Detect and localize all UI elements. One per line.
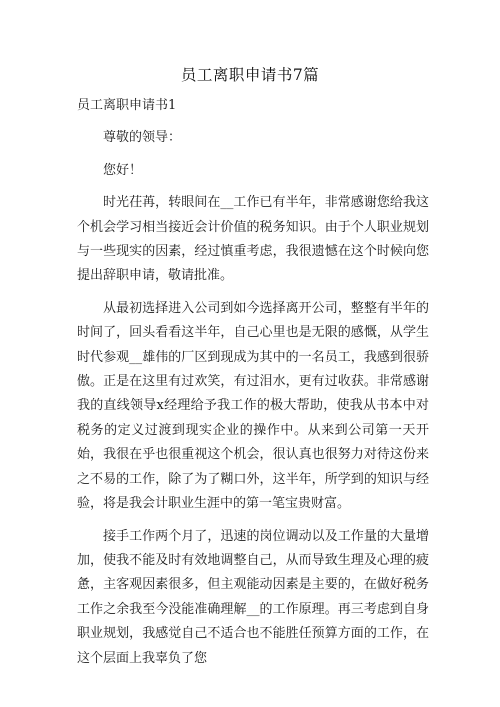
body-paragraph-3: 接手工作两个月了，迅速的岗位调动以及工作量的大量增加，使我不能及时有效地调整自己，从而导致生理及心理的疲惫，主客观因素很多，但主观能动因素是主要的，在做好税务工作之余我至今没能准确理解__的工作原理。再三考虑到自身职业规划，我感觉自己不适合也不能胜任预算方面的工作，在这个层面上我辜负了您	[77, 528, 429, 666]
body-paragraph-2: 从最初选择进入公司到如今选择离开公司，整整有半年的时间了，回头看看这半年，自己心里也是无限的感慨，从学生时代参观__雄伟的厂区到现成为其中的一名员工，我感到很骄傲。正是在这里有过欢笑，有过泪水，更有过收获。非常感谢我的直线领导x经理给予我工作的极大帮助，使我从书本中对税务的定义过渡到现实企业的操作中。从来到公司第一天开始，我很在乎也很重视这个机会，很认真也很努力对待这份来之不易的工作，除了为了糊口外，这半年，所学到的知识与经验，将是我会计职业生涯中的第一笔宝贵财富。	[77, 300, 429, 512]
document-body	[77, 94, 429, 671]
greeting: 您好！	[103, 162, 143, 178]
body-paragraph-1: 时光茌苒，转眼间在__工作已有半年，非常感谢您给我这个机会学习相当接近会计价值的税务知识。由于个人职业规划与一些现实的因素，经过慎重考虑，我很遗憾在这个时候向您提出辞职申请，敬请批准。	[77, 195, 429, 284]
section-heading: 员工离职申请书1	[77, 98, 177, 113]
salutation: 尊敬的领导：	[103, 130, 182, 146]
document-title: 员工离职申请书7篇	[180, 66, 320, 84]
